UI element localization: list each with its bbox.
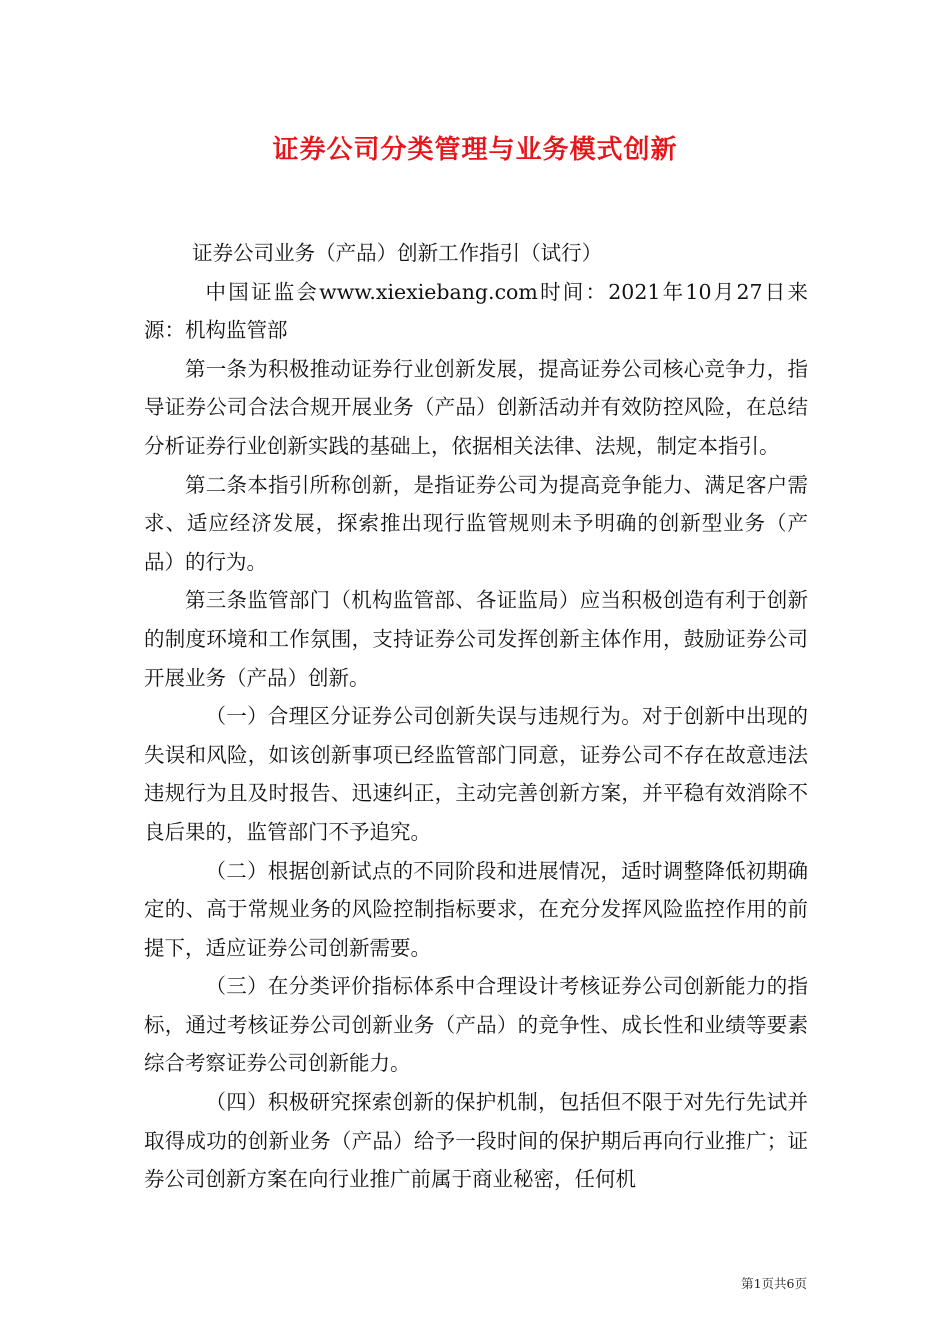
article-2: 第二条本指引所称创新，是指证券公司为提高竞争能力、满足客户需求、适应经济发展，探索推出现行监管规则未予明确的创新型业务（产品）的行为。 <box>144 472 808 574</box>
article-3-item-2: （二）根据创新试点的不同阶段和进展情况，适时调整降低初期确定的、高于常规业务的风险控制指标要求，在充分发挥风险监控作用的前提下，适应证券公司创新需要。 <box>144 858 808 960</box>
article-3-item-1: （一）合理区分证券公司创新失误与违规行为。对于创新中出现的失误和风险，如该创新事项已经监管部门同意，证券公司不存在故意违法违规行为且及时报告、迅速纠正，主动完善创新方案，并平稳有效消除不良后果的，监管部门不予追究。 <box>144 704 808 844</box>
guideline-subtitle: 证券公司业务（产品）创新工作指引（试行） <box>192 241 603 265</box>
document-body <box>144 234 808 1199</box>
document-title: 证券公司分类管理与业务模式创新 <box>272 135 678 165</box>
article-3-item-4: （四）积极研究探索创新的保护机制，包括但不限于对先行先试并取得成功的创新业务（产品）给予一段时间的保护期后再向行业推广；证券公司创新方案在向行业推广前属于商业秘密，任何机 <box>144 1090 808 1192</box>
article-1: 第一条为积极推动证券行业创新发展，提高证券公司核心竞争力，指导证券公司合法合规开展业务（产品）创新活动并有效防控风险，在总结分析证券行业创新实践的基础上，依据相关法律、法规，制定本指引。 <box>144 356 808 458</box>
article-3-item-3: （三）在分类评价指标体系中合理设计考核证券公司创新能力的指标，通过考核证券公司创新业务（产品）的竞争性、成长性和业绩等要素综合考察证券公司创新能力。 <box>144 974 808 1076</box>
article-3: 第三条监管部门（机构监管部、各证监局）应当积极创造有利于创新的制度环境和工作氛围，支持证券公司发挥创新主体作用，鼓励证券公司开展业务（产品）创新。 <box>144 588 808 690</box>
source-line: 中国证监会www.xiexiebang.com时间：2021年10月27日来源：机构监管部 <box>144 279 808 343</box>
page-number: 第1页共6页 <box>741 1276 807 1291</box>
